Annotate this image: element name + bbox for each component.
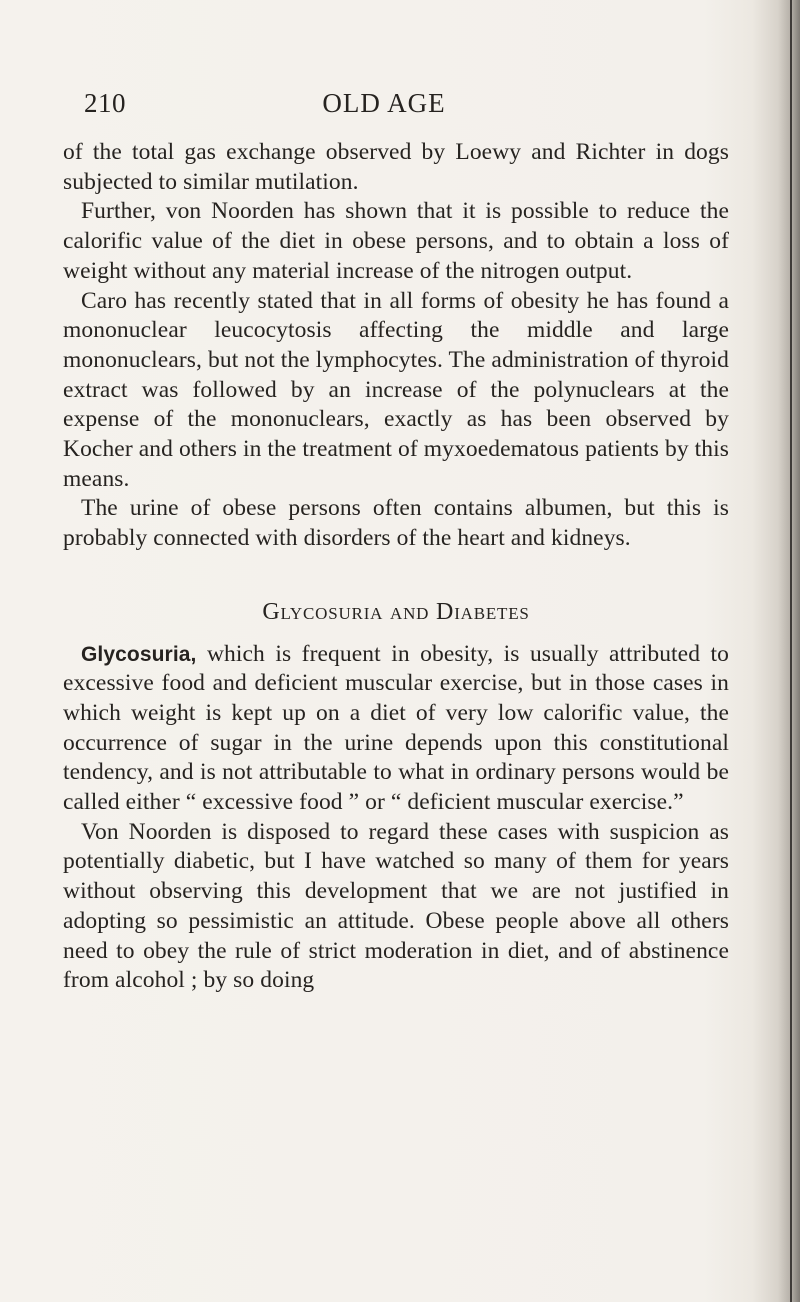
run-in-term: Glycosuria,	[81, 642, 197, 666]
paragraph-glycosuria	[63, 640, 729, 818]
paragraph-glycosuria-text: which is frequent in obesity, is usually attributed to excessive food and deficient muscular exercise, but in those cases in which weight is kept up on a diet of very low calorific value, the occurrence of sugar in the urine depends upon this constitutional tendency, and is not attributable to what in ordinary persons would be called either “ excessive food ” or “ deficient muscular exercise.”	[63, 640, 729, 816]
paragraph-urine: The urine of obese persons often contains albumen, but this is probably connected with disorders of the heart and kidneys.	[63, 495, 729, 552]
section-heading: Glycosuria and Diabetes	[262, 598, 530, 625]
paragraph-von-noorden: Further, von Noorden has shown that it is possible to reduce the calorific value of the diet in obese persons, and to obtain a loss of weight without any material increase of the nitrogen output.	[63, 198, 729, 284]
body-text	[63, 138, 729, 996]
running-title: OLD AGE	[322, 88, 446, 118]
paragraph-caro: Caro has recently stated that in all forms of obesity he has found a mononuclear leucocytosis affecting the middle and large mononuclears, but not the lymphocytes. The administration of thyroid extract was followed by an increase of the polynuclears at the expense of the mononuclears, exactly as has been observed by Kocher and others in the treatment of myxoedematous patients by this means.	[63, 287, 729, 492]
page-number: 210	[84, 88, 126, 118]
paragraph-continuation: of the total gas exchange observed by Loewy and Richter in dogs subjected to similar mutilation.	[63, 139, 729, 195]
binding-edge-line	[790, 0, 792, 1302]
running-header	[84, 88, 744, 122]
page-edge-shadow	[778, 0, 800, 1302]
paragraph-moderation: Von Noorden is disposed to regard these cases with suspicion as potentially diabetic, but I have watched so many of them for years without observing this development that we are not justified in adopting so pessimistic an attitude. Obese people above all others need to obey the rule of strict moderation in diet, and of abstinence from alcohol ; by so doing	[63, 818, 729, 994]
